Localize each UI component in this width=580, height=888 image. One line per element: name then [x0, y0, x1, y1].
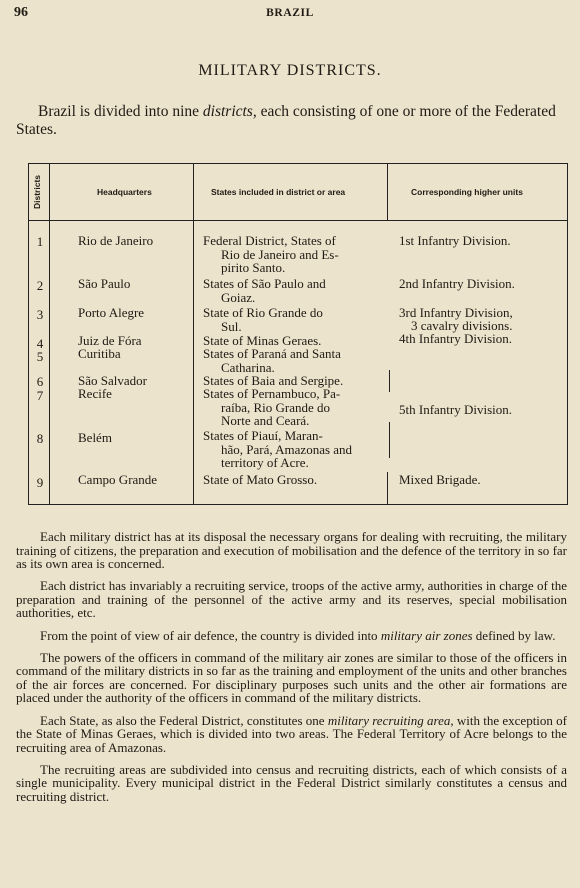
states-cell — [203, 387, 389, 428]
paragraph-text: , with the exception of the State of Minas Geraes, which is divided into two areas. The Federal Territory of Acre belongs to the recruiting area of Amazonas. — [16, 712, 567, 755]
states-cell — [203, 429, 389, 470]
emphasis-term: military recruiting area — [327, 712, 451, 728]
units-cell: 5th Infantry Division. — [399, 402, 513, 417]
headquarters-cell: São Salvador — [78, 373, 147, 388]
states-cell — [203, 347, 389, 374]
intro-text-after: , each consisting of one or more of the Federated States. — [16, 103, 556, 138]
units-cell: 3rd Infantry Division, — [399, 305, 513, 320]
states-line: Goiaz. — [221, 289, 256, 305]
states-line: State of Mato Grosso. — [203, 472, 318, 487]
district-number: 2 — [36, 278, 44, 293]
states-cell — [203, 234, 389, 275]
column-divider — [49, 164, 50, 504]
states-cell — [203, 277, 389, 304]
district-number: 5 — [36, 349, 44, 364]
headquarters-cell: Belém — [78, 430, 112, 445]
units-cell: Mixed Brigade. — [399, 472, 481, 487]
body-paragraph — [16, 629, 567, 643]
body-paragraph — [16, 763, 567, 804]
section-title: MILITARY DISTRICTS. — [198, 62, 382, 79]
states-line: States of Paraná and Santa — [203, 346, 341, 361]
states-line: Federal District, States of — [203, 233, 336, 248]
column-divider — [387, 164, 388, 220]
intro-text-before: Brazil is divided into nine — [38, 103, 203, 120]
states-line: Rio de Janeiro and Es- — [221, 246, 339, 262]
states-line: territory of Acre. — [221, 455, 309, 470]
headquarters-cell: Rio de Janeiro — [78, 233, 154, 248]
header-rule — [29, 220, 567, 221]
states-line: States of Baia and Sergipe. — [203, 373, 344, 388]
header-districts: Districts — [32, 175, 42, 210]
column-divider — [193, 164, 194, 504]
units-cell: 3 cavalry divisions. — [411, 318, 513, 333]
intro-paragraph — [16, 103, 561, 139]
states-line: States of Piauí, Maran- — [203, 428, 323, 443]
district-number: 7 — [36, 388, 44, 403]
headquarters-cell: Campo Grande — [78, 472, 158, 487]
states-line: raíba, Rio Grande do — [221, 399, 331, 415]
states-line: Catharina. — [221, 359, 275, 375]
paragraph-text: From the point of view of air defence, the country is divided into — [40, 627, 381, 643]
paragraph-text: defined by law. — [472, 627, 556, 643]
district-number: 4 — [36, 336, 44, 351]
units-cell: 1st Infantry Division. — [399, 233, 511, 248]
body-paragraph — [16, 530, 567, 571]
brace-line — [389, 422, 391, 458]
states-line: States of São Paulo and — [203, 276, 326, 291]
district-number: 8 — [36, 431, 44, 446]
body-paragraph — [16, 714, 567, 755]
district-number: 9 — [36, 475, 44, 490]
headquarters-cell: Juiz de Fóra — [78, 333, 142, 348]
body-text — [16, 530, 567, 812]
page-number: 96 — [14, 5, 28, 20]
paragraph-text: Each State, as also the Federal District, constitutes one — [40, 712, 328, 728]
states-line: hão, Pará, Amazonas and — [221, 441, 353, 457]
districts-table — [28, 163, 568, 505]
states-cell — [203, 473, 389, 487]
emphasis-term: military air zones — [380, 627, 473, 643]
district-number: 6 — [36, 374, 44, 389]
paragraph-text: Each military district has at its disposal the necessary organs for dealing with recruiting, the military training of citizens, the preparation and execution of mobilisation and the defence of the territory in so far as its own area is concerned. — [16, 529, 567, 572]
headquarters-cell: Porto Alegre — [78, 305, 145, 320]
states-line: pirito Santo. — [221, 260, 286, 275]
headquarters-cell: Recife — [78, 386, 112, 401]
paragraph-text: The powers of the officers in command of the military air zones are similar to those of the officers in command of the military districts in so far as the training and employment of the units and other branches of the air forces are concerned. For disciplinary purposes such units and the other air formations are placed under the authority of the officers in command of the military districts. — [16, 649, 567, 706]
district-number: 3 — [36, 307, 44, 322]
body-paragraph — [16, 579, 567, 620]
paragraph-text: The recruiting areas are subdivided into census and recruiting districts, each of which consists of a single municipality. Every municipal district in the Federal District similarly constitutes a census and recruiting district. — [16, 761, 567, 804]
body-paragraph — [16, 651, 567, 705]
brace-line — [389, 370, 391, 392]
states-line: Norte and Ceará. — [221, 413, 310, 428]
states-cell — [203, 306, 389, 333]
paragraph-text: Each district has invariably a recruiting service, troops of the active army, authorities in charge of the preparation and training of the personnel of the active army and its reserves, special mobilisation authorities, etc. — [16, 578, 567, 621]
states-line: States of Pernambuco, Pa- — [203, 386, 341, 401]
header-units: Corresponding higher units — [411, 187, 523, 197]
headquarters-cell: São Paulo — [78, 276, 131, 291]
intro-emphasis: districts — [202, 103, 253, 120]
running-head: BRAZIL — [266, 7, 314, 19]
district-number: 1 — [36, 234, 44, 249]
header-headquarters: Headquarters — [97, 187, 152, 197]
units-cell: 4th Infantry Division. — [399, 331, 513, 346]
states-line: State of Minas Geraes. — [203, 333, 322, 348]
states-line: Sul. — [221, 318, 242, 334]
headquarters-cell: Curitiba — [78, 346, 121, 361]
header-states: States included in district or area — [211, 187, 346, 197]
units-cell: 2nd Infantry Division. — [399, 276, 515, 291]
states-line: State of Rio Grande do — [203, 305, 323, 320]
